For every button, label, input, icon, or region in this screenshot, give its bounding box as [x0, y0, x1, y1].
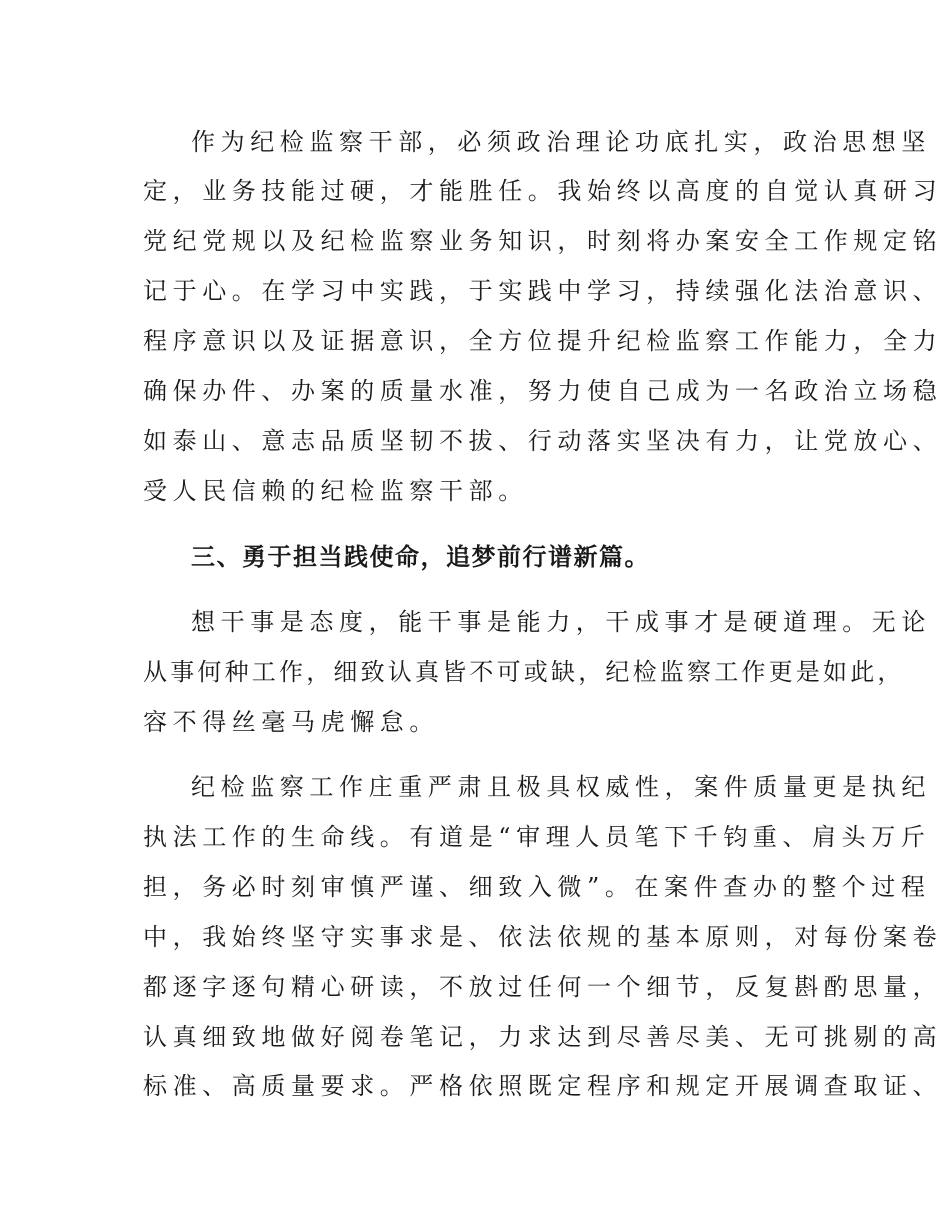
paragraph-3-line-6: 认真细致地做好阅卷笔记，力求达到尽善尽美、无可挑剔的高: [143, 1023, 943, 1051]
paragraph-2-line-1: 想干事是态度，能干事是能力，干成事才是硬道理。无论: [191, 608, 931, 636]
paragraph-1-line-3: 党纪党规以及纪检监察业务知识，时刻将办案安全工作规定铭: [143, 227, 943, 255]
paragraph-3-line-7: 标准、高质量要求。严格依照既定程序和规定开展调查取证、: [143, 1072, 943, 1100]
paragraph-3-line-3: 担，务必时刻审慎严谨、细致入微”。在案件查办的整个过程: [143, 873, 931, 901]
paragraph-2-line-3: 容不得丝毫马虎懈怠。: [143, 708, 439, 736]
paragraph-1-line-1: 作为纪检监察干部，必须政治理论功底扎实，政治思想坚: [191, 128, 931, 156]
paragraph-3-line-1: 纪检监察工作庄重严肃且极具权威性，案件质量更是执纪: [191, 773, 931, 801]
paragraph-1-line-7: 如泰山、意志品质坚韧不拔、行动落实坚决有力，让党放心、: [143, 427, 943, 455]
paragraph-3-line-2: 执法工作的生命线。有道是“审理人员笔下千钧重、肩头万斤: [143, 823, 931, 851]
paragraph-1-line-5: 程序意识以及证据意识，全方位提升纪检监察工作能力，全力: [143, 327, 943, 355]
paragraph-3-line-5: 都逐字逐句精心研读，不放过任何一个细节，反复斟酌思量，: [143, 973, 943, 1001]
paragraph-1-line-6: 确保办件、办案的质量水准，努力使自己成为一名政治立场稳: [143, 377, 943, 405]
paragraph-1-line-4: 记于心。在学习中实践，于实践中学习，持续强化法治意识、: [143, 277, 943, 305]
section-heading: 三、勇于担当践使命，追梦前行谱新篇。: [191, 543, 650, 571]
paragraph-1-line-2: 定，业务技能过硬，才能胜任。我始终以高度的自觉认真研习: [143, 177, 943, 205]
paragraph-2-line-2: 从事何种工作，细致认真皆不可或缺，纪检监察工作更是如此，: [143, 658, 905, 686]
paragraph-1-line-8: 受人民信赖的纪检监察干部。: [143, 477, 528, 505]
paragraph-3-line-4: 中，我始终坚守实事求是、依法依规的基本原则，对每份案卷: [143, 923, 943, 951]
